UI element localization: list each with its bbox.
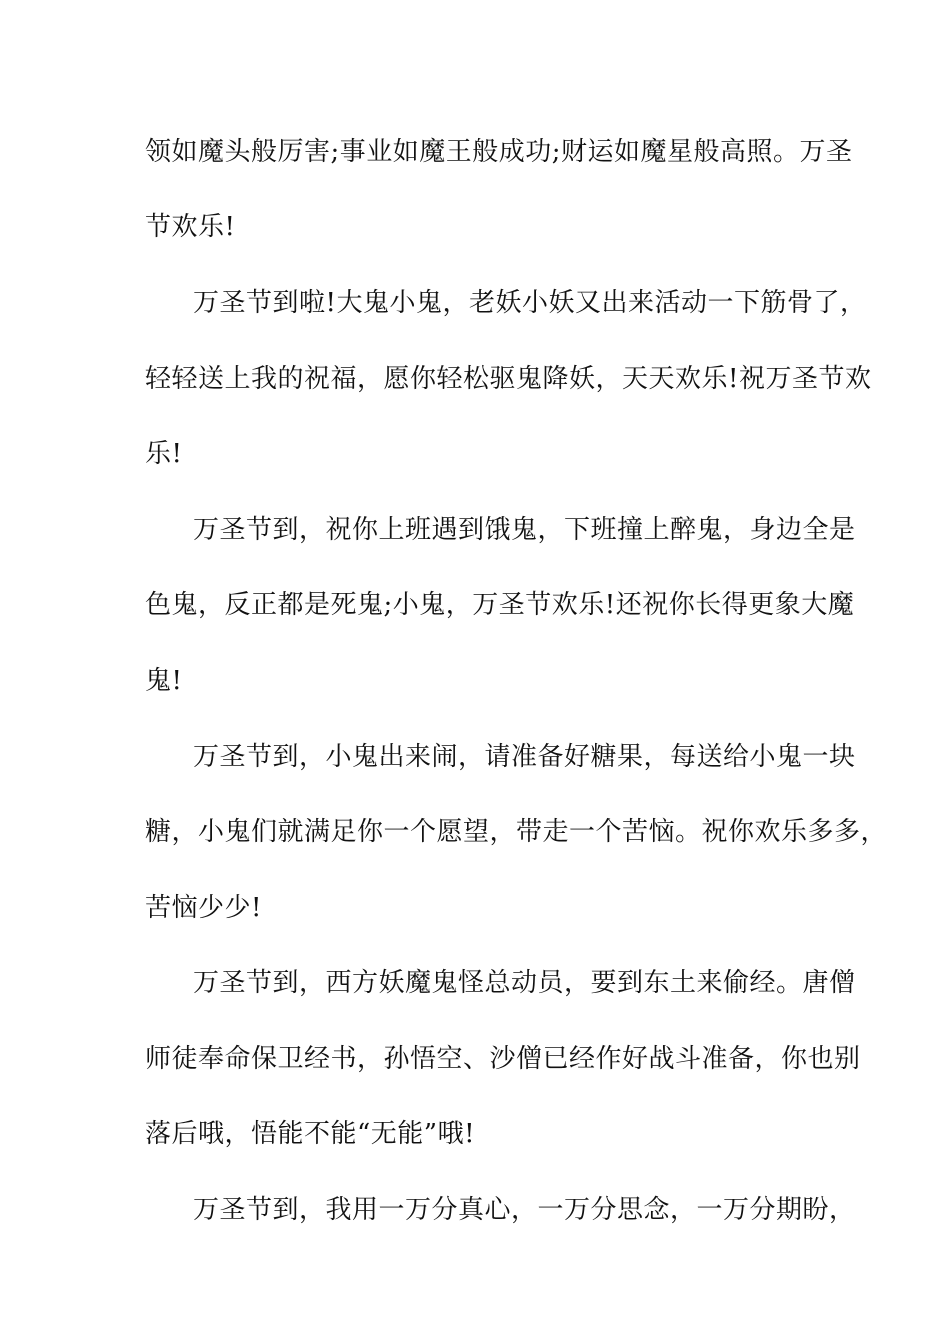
paragraph-first-line: 万圣节到，祝你上班遇到饿鬼，下班撞上醉鬼，身边全是: [193, 515, 856, 545]
text-line: 师徒奉命保卫经书，孙悟空、沙僧已经作好战斗准备，你也别: [145, 1044, 861, 1074]
text-line: 鬼!: [145, 666, 183, 696]
text-line: 领如魔头般厉害;事业如魔王般成功;财运如魔星般高照。万圣: [145, 137, 853, 167]
text-line: 轻轻送上我的祝福，愿你轻松驱鬼降妖，天天欢乐!祝万圣节欢: [145, 364, 872, 394]
text-line: 节欢乐!: [145, 212, 236, 242]
text-line: 糖，小鬼们就满足你一个愿望，带走一个苦恼。祝你欢乐多多，: [145, 817, 888, 847]
paragraph-first-line: 万圣节到，我用一万分真心，一万分思念，一万分期盼，: [193, 1195, 856, 1225]
paragraph-first-line: 万圣节到，小鬼出来闹，请准备好糖果，每送给小鬼一块: [193, 742, 856, 772]
text-line: 乐!: [145, 439, 183, 469]
paragraph-first-line: 万圣节到，西方妖魔鬼怪总动员，要到东土来偷经。唐僧: [193, 968, 856, 998]
paragraph-first-line: 万圣节到啦!大鬼小鬼，老妖小妖又出来活动一下筋骨了，: [193, 288, 867, 318]
text-line: 落后哦，悟能不能“无能”哦!: [145, 1119, 476, 1149]
text-line: 色鬼，反正都是死鬼;小鬼，万圣节欢乐!还祝你长得更象大魔: [145, 590, 855, 620]
text-line: 苦恼少少!: [145, 893, 262, 923]
